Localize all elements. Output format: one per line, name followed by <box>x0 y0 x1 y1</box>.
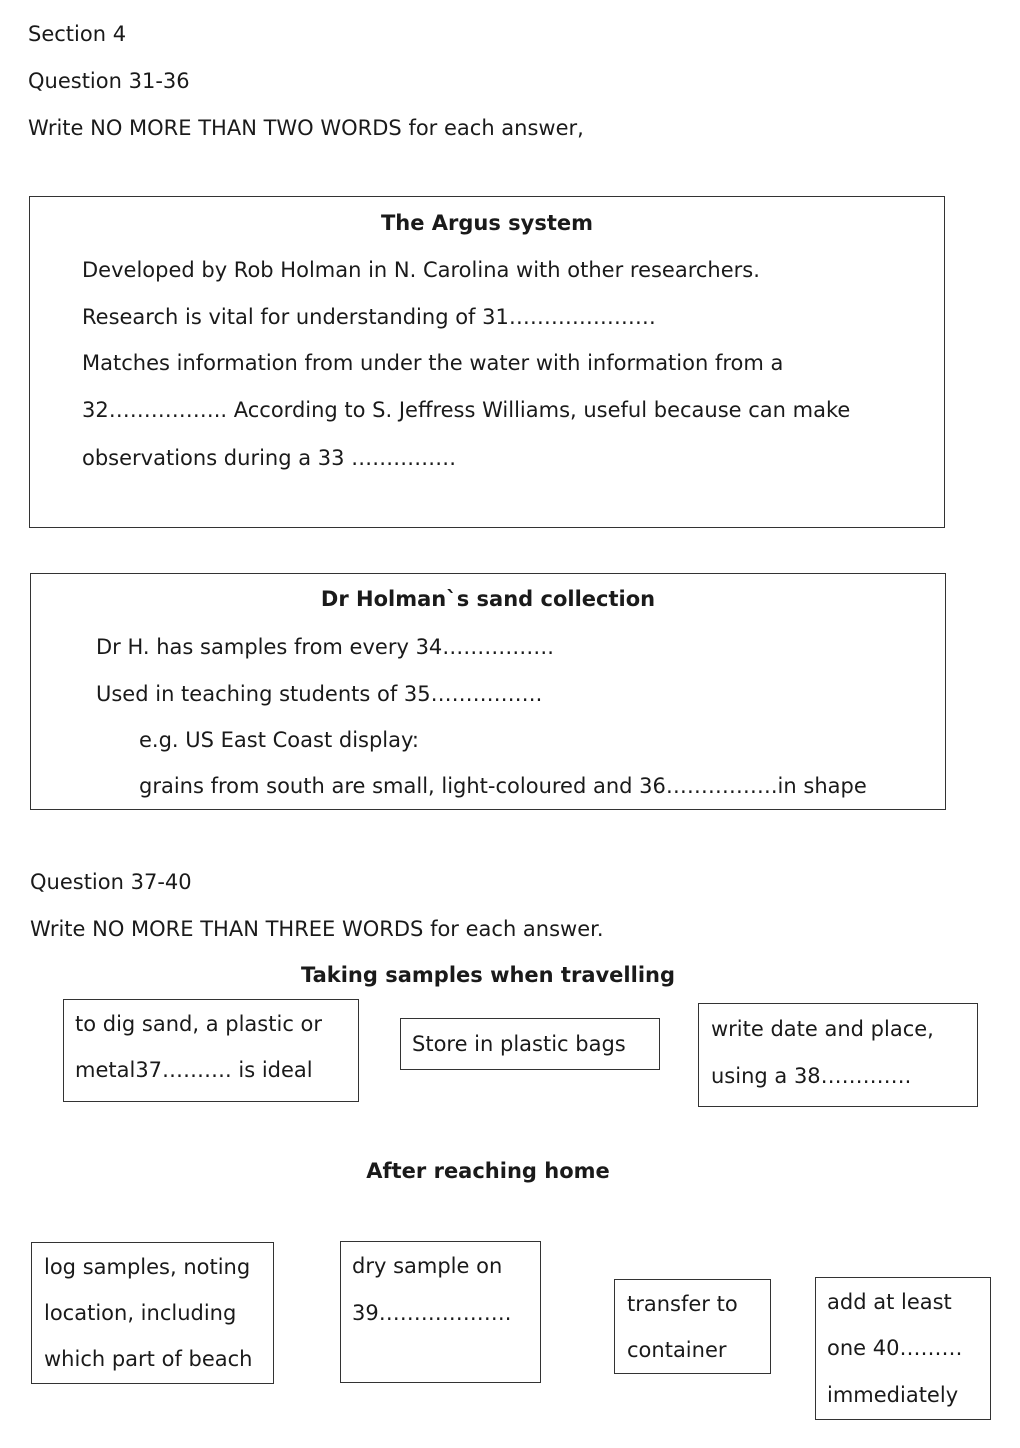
home-box-log-line-3: which part of beach <box>44 1347 253 1371</box>
travel-box-store <box>400 1018 660 1070</box>
argus-title: The Argus system <box>380 211 594 235</box>
home-box-dry <box>340 1241 541 1383</box>
question-range-37-40: Question 37-40 <box>30 870 192 894</box>
home-box-dry-line-2: 39………………. <box>352 1301 512 1325</box>
travel-box-write-line-2: using a 38…………. <box>711 1064 912 1088</box>
travel-box-dig-line-2: metal37………. is ideal <box>75 1058 313 1082</box>
home-box-transfer <box>614 1279 771 1374</box>
home-box-transfer-line-1: transfer to <box>627 1292 738 1316</box>
sand-line-4: grains from south are small, light-coloured and 36…………….in shape <box>139 774 867 798</box>
home-box-log <box>31 1242 274 1384</box>
home-box-dry-line-1: dry sample on <box>352 1254 503 1278</box>
sand-line-2: Used in teaching students of 35……………. <box>96 682 543 706</box>
sand-collection-box <box>30 573 946 810</box>
travel-title: Taking samples when travelling <box>300 963 675 987</box>
instruction-two-words: Write NO MORE THAN TWO WORDS for each answer, <box>28 116 584 140</box>
travel-box-dig <box>63 999 359 1102</box>
home-box-log-line-1: log samples, noting <box>44 1255 251 1279</box>
travel-box-store-line-1: Store in plastic bags <box>412 1032 626 1056</box>
home-box-add <box>815 1277 991 1420</box>
travel-box-write <box>698 1003 978 1107</box>
home-box-add-line-2: one 40……… <box>827 1336 963 1360</box>
argus-box <box>29 196 945 528</box>
sand-title: Dr Holman`s sand collection <box>320 587 656 611</box>
argus-line-5: observations during a 33 …………… <box>82 446 457 470</box>
sand-line-3: e.g. US East Coast display: <box>139 728 419 752</box>
travel-box-write-line-1: write date and place, <box>711 1017 934 1041</box>
home-box-log-line-2: location, including <box>44 1301 237 1325</box>
argus-line-2: Research is vital for understanding of 31………………… <box>82 305 656 329</box>
home-box-add-line-3: immediately <box>827 1383 959 1407</box>
home-box-add-line-1: add at least <box>827 1290 952 1314</box>
question-range-31-36: Question 31-36 <box>28 69 190 93</box>
home-title: After reaching home <box>366 1159 610 1183</box>
instruction-three-words: Write NO MORE THAN THREE WORDS for each answer. <box>30 917 604 941</box>
argus-line-3: Matches information from under the water with information from a <box>82 351 784 375</box>
argus-line-4: 32…………….. According to S. Jeffress Williams, useful because can make <box>82 398 851 422</box>
travel-box-dig-line-1: to dig sand, a plastic or <box>75 1012 323 1036</box>
argus-line-1: Developed by Rob Holman in N. Carolina with other researchers. <box>82 258 760 282</box>
section-label: Section 4 <box>28 22 127 46</box>
home-box-transfer-line-2: container <box>627 1338 727 1362</box>
sand-line-1: Dr H. has samples from every 34……………. <box>96 635 554 659</box>
